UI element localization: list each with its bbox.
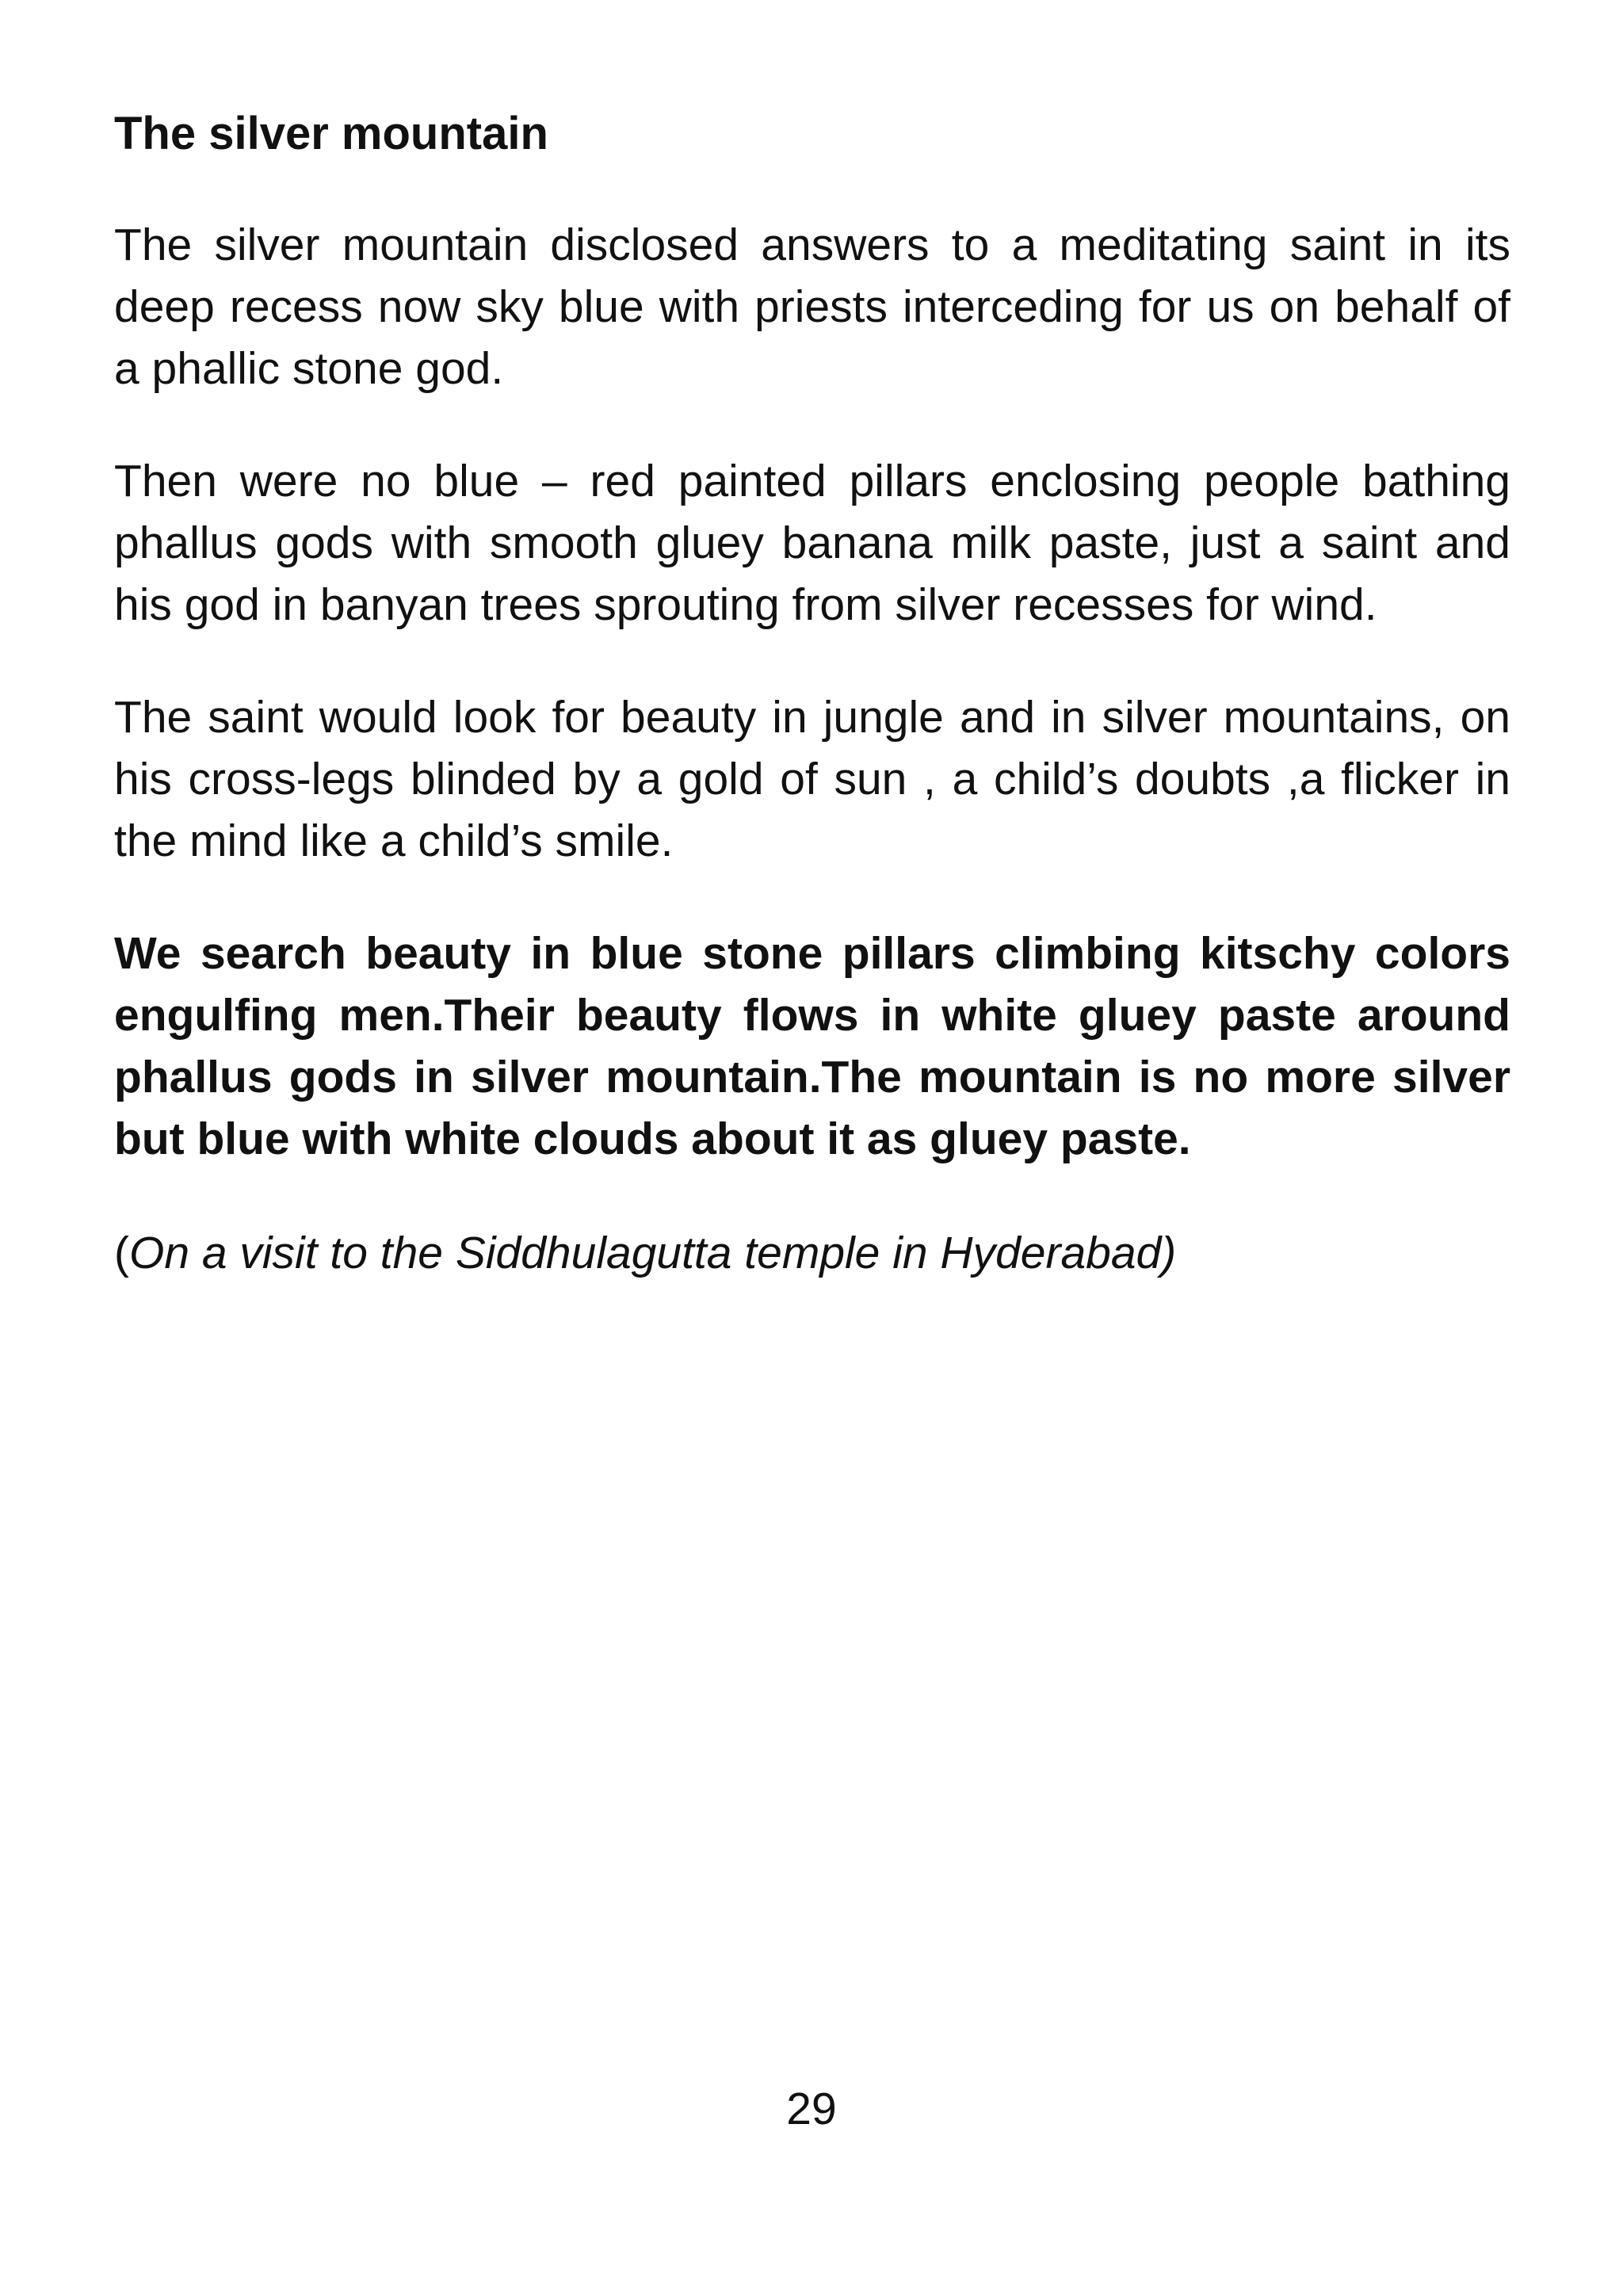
note-open-paren: ( bbox=[114, 1228, 129, 1278]
page-content bbox=[114, 98, 1510, 1284]
paragraph-4-bold: We search beauty in blue stone pillars climbing kitschy colors engulfing men.Their beauty flows in white gluey paste around phallus gods in silver mountain.The mountain is no more silver but blue with white clouds about it as gluey paste. bbox=[114, 928, 1510, 1164]
paragraph-2: Then were no blue – red painted pillars enclosing people bathing phallus gods with smooth gluey banana milk paste, just a saint and his god in banyan trees sprouting from silver recesses for wind. bbox=[114, 456, 1510, 630]
visit-note bbox=[114, 1222, 1510, 1284]
paragraph-3: The saint would look for beauty in jungle and in silver mountains, on his cross-legs blinded by a gold of sun , a child’s doubts ,a flicker in the mind like a child’s smile. bbox=[114, 692, 1510, 866]
page-title: The silver mountain bbox=[114, 108, 548, 159]
page-number: 29 bbox=[786, 2084, 837, 2134]
note-text: On a visit to the Siddhulagutta temple in Hyderabad) bbox=[128, 1228, 1177, 1278]
paragraph-1: The silver mountain disclosed answers to a meditating saint in its deep recess now sky blue with priests interceding for us on behalf of a phallic stone god. bbox=[114, 220, 1510, 394]
